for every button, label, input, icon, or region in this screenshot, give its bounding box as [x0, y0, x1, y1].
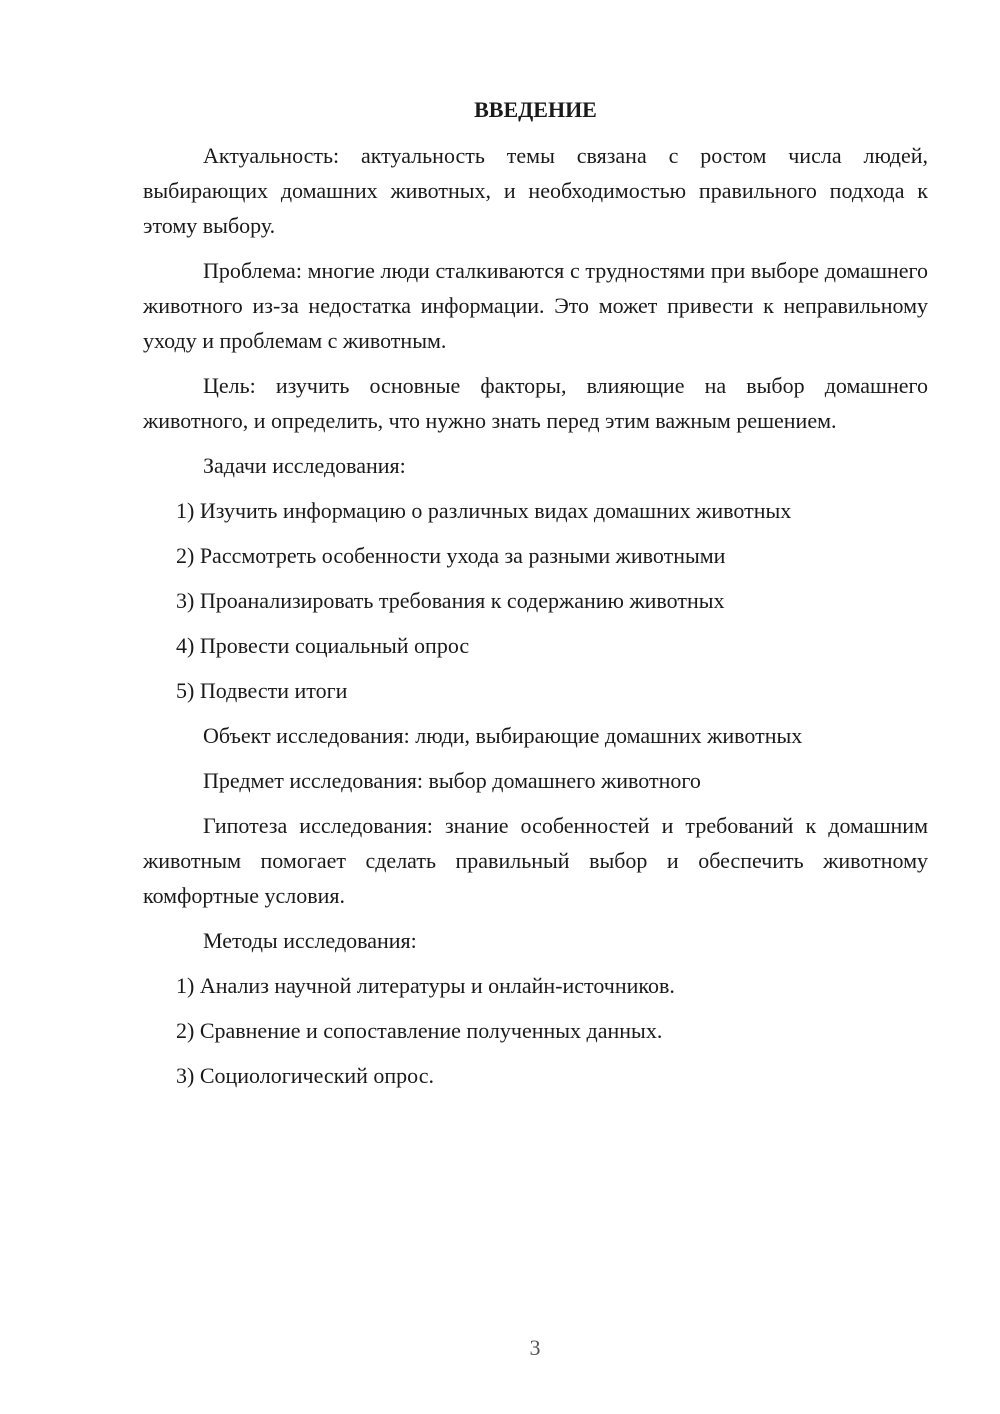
methods-heading: Методы исследования:	[203, 928, 417, 953]
method-item-1: 1) Анализ научной литературы и онлайн-источников.	[176, 973, 675, 998]
paragraph-problem: Проблема: многие люди сталкиваются с трудностями при выборе домашнего животного из-за недостатка информации. Это может привести к неправильному уходу и проблемам с животным.	[143, 258, 928, 353]
tasks-heading: Задачи исследования:	[203, 453, 406, 478]
page-number: 3	[529, 1335, 541, 1360]
section-title: ВВЕДЕНИЕ	[474, 97, 597, 122]
task-item-3: 3) Проанализировать требования к содержанию животных	[176, 588, 725, 613]
paragraph-hypothesis: Гипотеза исследования: знание особенностей и требований к домашним животным помогает сделать правильный выбор и обеспечить животному комфортные условия.	[143, 813, 928, 908]
paragraph-object: Объект исследования: люди, выбирающие домашних животных	[203, 723, 803, 748]
paragraph-goal: Цель: изучить основные факторы, влияющие на выбор домашнего животного, и определить, что нужно знать перед этим важным решением.	[143, 373, 928, 433]
method-item-2: 2) Сравнение и сопоставление полученных данных.	[176, 1018, 663, 1043]
task-item-4: 4) Провести социальный опрос	[176, 633, 470, 658]
method-item-3: 3) Социологический опрос.	[176, 1063, 434, 1088]
paragraph-relevance: Актуальность: актуальность темы связана с ростом числа людей, выбирающих домашних животных, и необходимостью правильного подхода к этому выбору.	[143, 143, 928, 238]
task-item-1: 1) Изучить информацию о различных видах домашних животных	[176, 498, 792, 523]
task-item-5: 5) Подвести итоги	[176, 678, 348, 703]
paragraph-subject: Предмет исследования: выбор домашнего животного	[203, 768, 701, 793]
page-content	[143, 92, 928, 1103]
task-item-2: 2) Рассмотреть особенности ухода за разными животными	[176, 543, 726, 568]
